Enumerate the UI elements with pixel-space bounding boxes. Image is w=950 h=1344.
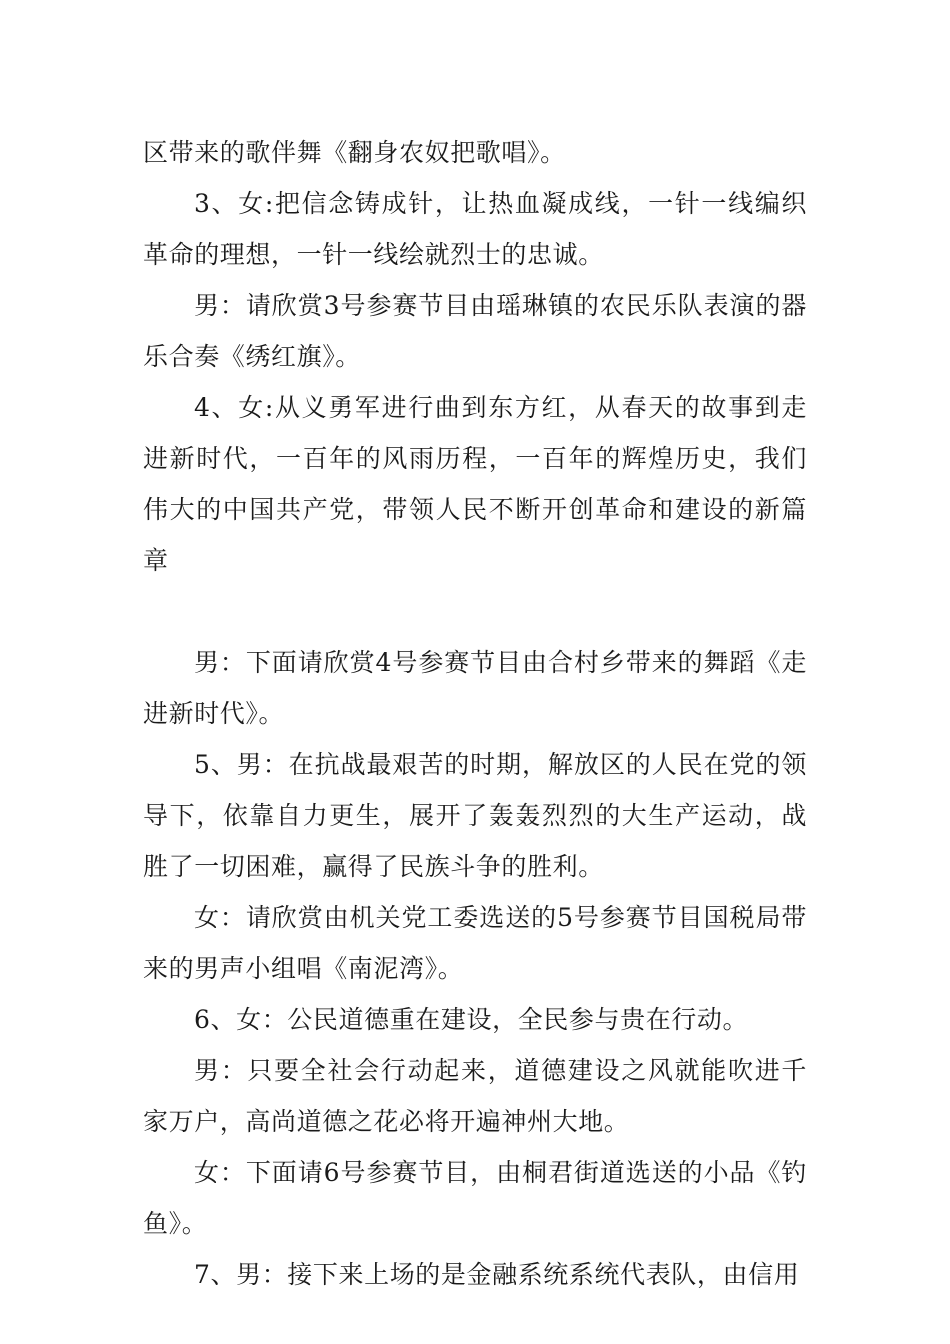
paragraph-gap	[143, 586, 807, 637]
paragraph-5-male: 5、男：在抗战最艰苦的时期，解放区的人民在党的领导下，依靠自力更生，展开了轰轰烈烈的大生产运动，战胜了一切困难，赢得了民族斗争的胜利。	[143, 750, 807, 881]
paragraph-5-female: 女：请欣赏由机关党工委选送的5号参赛节目国税局带来的男声小组唱《南泥湾》。	[143, 903, 807, 983]
paragraph-4-male: 男：下面请欣赏4号参赛节目由合村乡带来的舞蹈《走进新时代》。	[143, 648, 807, 728]
paragraph-6-female: 6、女：公民道德重在建设，全民参与贵在行动。	[194, 1005, 749, 1034]
paragraph-3-male: 男：请欣赏3号参赛节目由瑶琳镇的农民乐队表演的器乐合奏《绣红旗》。	[143, 291, 807, 371]
paragraph-6-male: 男：只要全社会行动起来，道德建设之风就能吹进千家万户，高尚道德之花必将开遍神州大地。	[143, 1056, 807, 1136]
document-body	[143, 127, 807, 1300]
paragraph-4-female: 4、女:从义勇军进行曲到东方红，从春天的故事到走进新时代，一百年的风雨历程，一百年的辉煌历史，我们伟大的中国共产党，带领人民不断开创革命和建设的新篇章	[143, 393, 807, 575]
paragraph-7-male: 7、男：接下来上场的是金融系统系统代表队，由信用	[194, 1260, 800, 1289]
paragraph-6-female-intro: 女：下面请6号参赛节目，由桐君街道选送的小品《钓鱼》。	[143, 1158, 807, 1238]
paragraph-continuation: 区带来的歌伴舞《翻身农奴把歌唱》。	[143, 138, 566, 167]
paragraph-3-female: 3、女:把信念铸成针，让热血凝成线，一针一线编织革命的理想，一针一线绘就烈士的忠诚。	[143, 189, 807, 269]
